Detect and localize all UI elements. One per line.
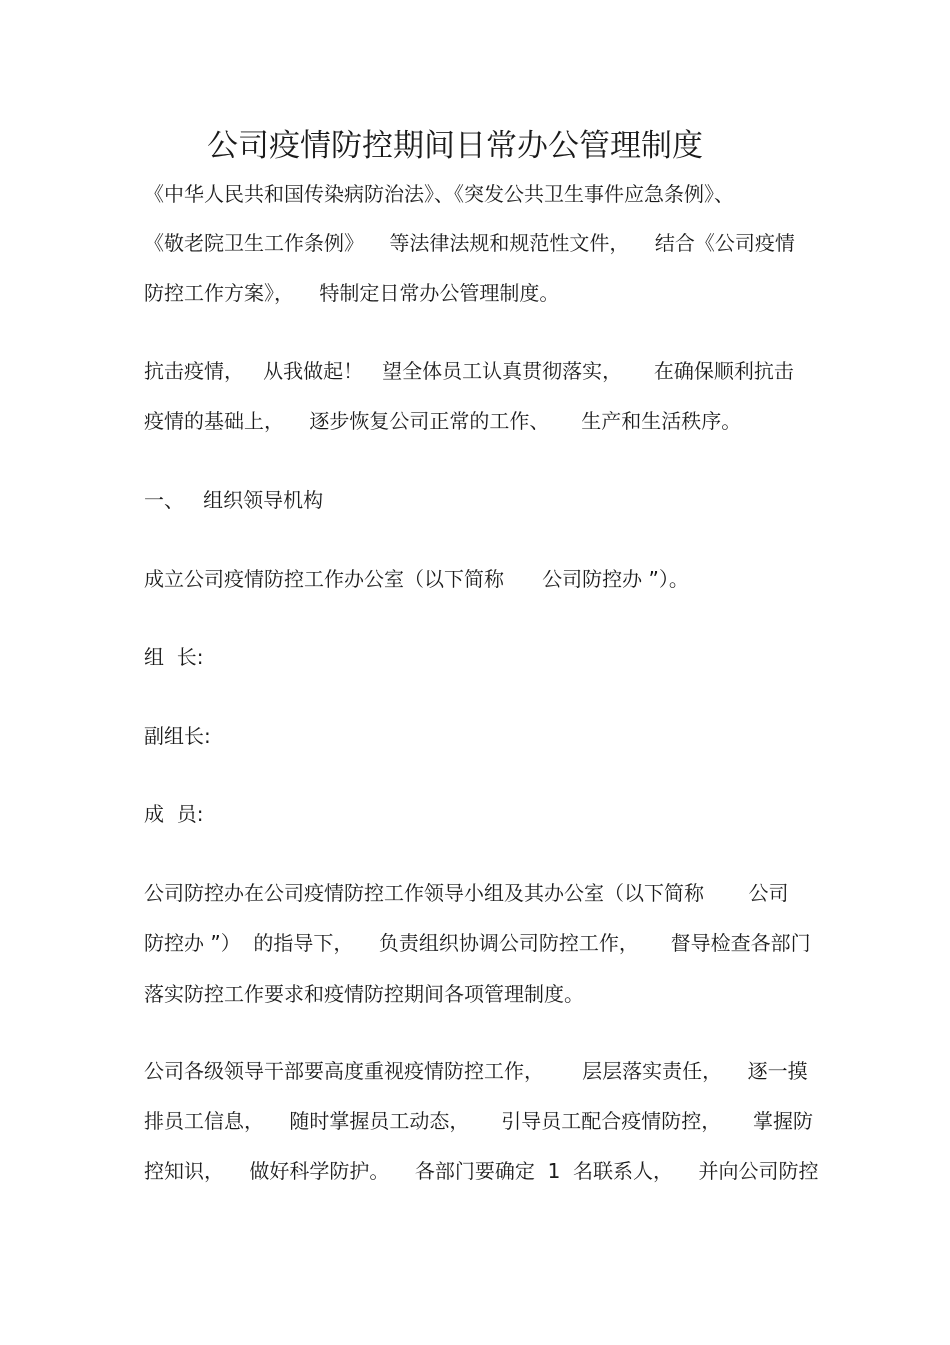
text-line: 疫情的基础上， 逐步恢复公司正常的工作、 生产和生活秩序。: [144, 409, 742, 433]
section-heading: 一、 组织领导机构: [144, 488, 324, 512]
text-line: 防控工作方案》， 特制定日常办公管理制度。: [144, 281, 560, 305]
field-label-leader: 组 长:: [144, 645, 204, 669]
text-line: 落实防控工作要求和疫情防控期间各项管理制度。: [144, 982, 584, 1006]
field-label-members: 成 员:: [144, 802, 204, 826]
field-label-deputy-leader: 副组长:: [144, 724, 211, 748]
text-line: 防控办 ”） 的指导下， 负责组织协调公司防控工作， 督导检查各部门: [144, 931, 811, 955]
text-line: 《中华人民共和国传染病防治法》、《突发公共卫生事件应急条例》、: [144, 182, 734, 206]
text-line: 成立公司疫情防控工作办公室（以下简称 公司防控办 ”）。: [144, 567, 689, 591]
document-title: 公司疫情防控期间日常办公管理制度: [207, 128, 703, 164]
text-line: 抗击疫情， 从我做起！ 望全体员工认真贯彻落实， 在确保顺利抗击: [144, 359, 794, 383]
text-line: 排员工信息， 随时掌握员工动态， 引导员工配合疫情防控， 掌握防: [144, 1109, 814, 1133]
text-line: 控知识， 做好科学防护。 各部门要确定 1 名联系人， 并向公司防控: [144, 1159, 819, 1183]
text-line: 公司各级领导干部要高度重视疫情防控工作， 层层落实责任， 逐一摸: [144, 1059, 808, 1083]
text-line: 公司防控办在公司疫情防控工作领导小组及其办公室（以下简称 公司: [144, 881, 789, 905]
text-line: 《敬老院卫生工作条例》 等法律法规和规范性文件， 结合《公司疫情: [144, 231, 795, 255]
